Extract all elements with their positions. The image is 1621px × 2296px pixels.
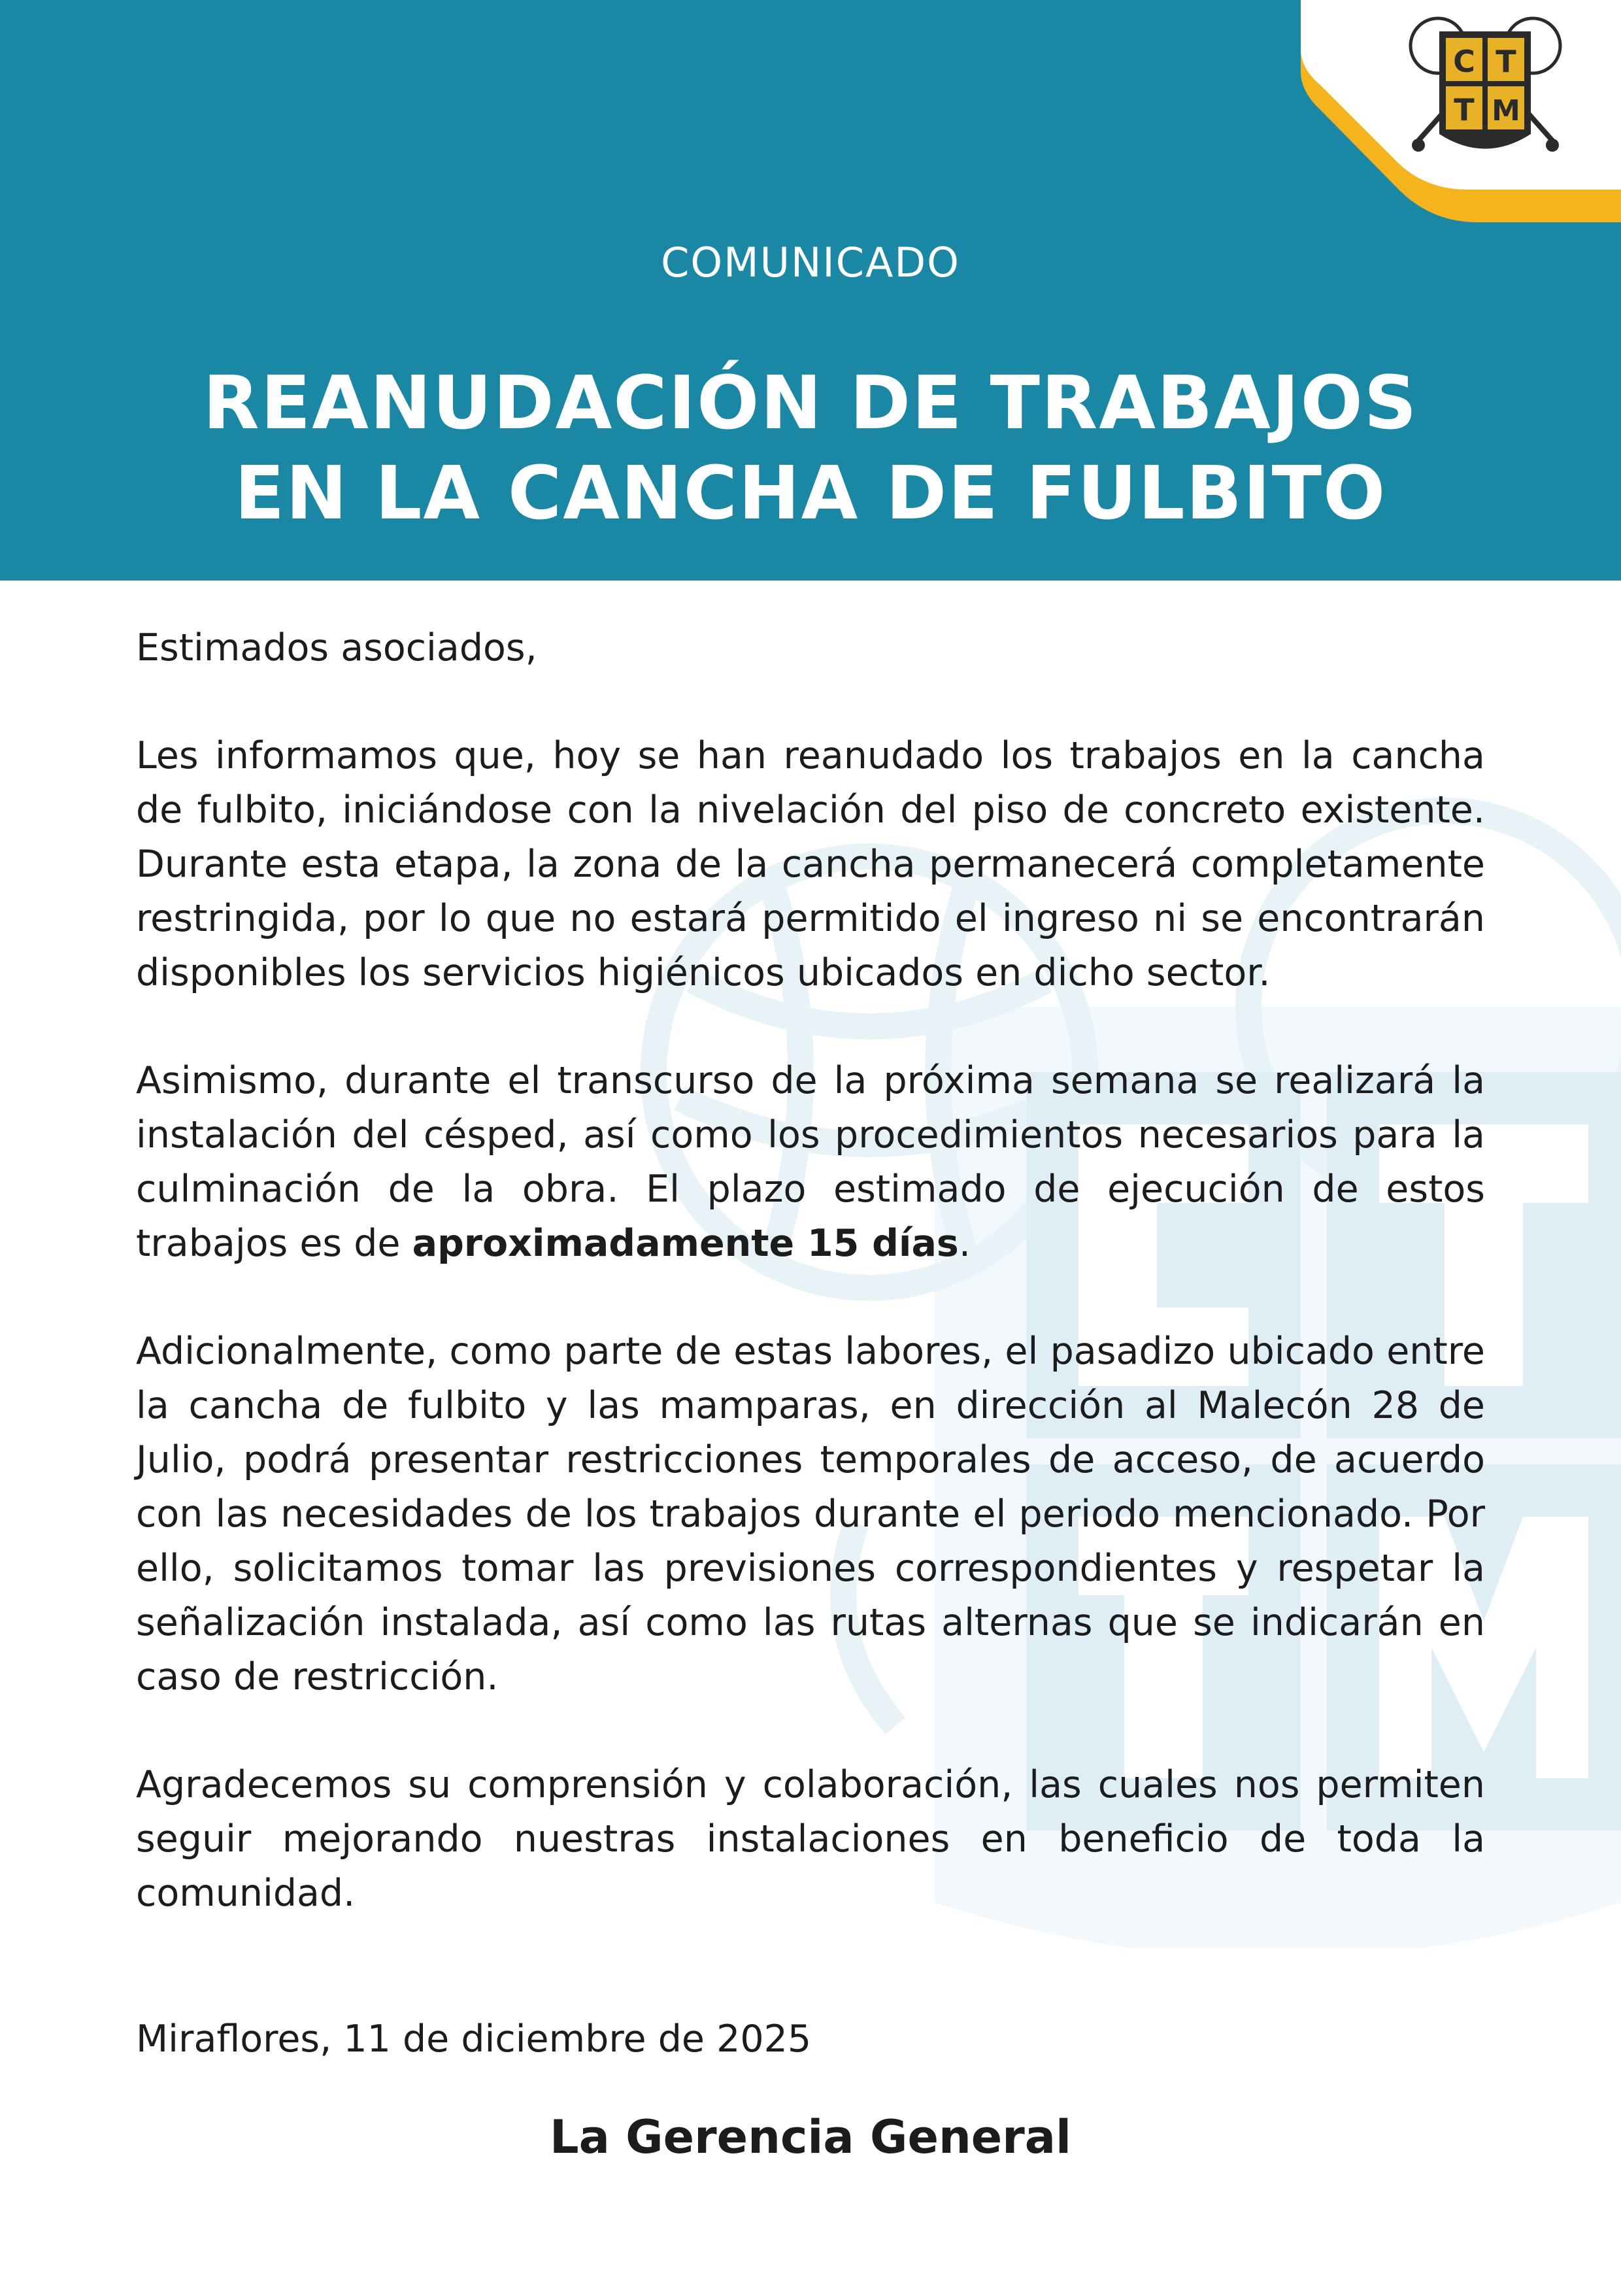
page-title	[0, 358, 1621, 539]
paragraph-2-highlight: aproximadamente 15 días	[412, 1222, 959, 1265]
paragraph-2-end: .	[958, 1222, 971, 1265]
title-line-1: REANUDACIÓN DE TRABAJOS	[203, 361, 1418, 446]
kicker-label: COMUNICADO	[661, 239, 960, 286]
signature: La Gerencia General	[549, 2110, 1072, 2164]
paragraph-4: Agradecemos su comprensión y colaboración, las cuales nos permiten seguir mejorando nuestras instalaciones en beneficio de toda la comunidad.	[136, 1763, 1485, 1915]
paragraph-1: Les informamos que, hoy se han reanudado los trabajos en la cancha de fulbito, iniciándose con la nivelación del piso de concreto existente. Durante esta etapa, la zona de la cancha permanecerá completamente restringida, por lo que no estará permitido el ingreso ni se encontrarán disponibles los servicios higiénicos ubicados en dicho sector.	[136, 734, 1485, 994]
logo-letter-c: C	[1453, 44, 1475, 79]
letter-body	[136, 621, 1485, 1974]
letter-date: Miraflores, 11 de diciembre de 2025	[136, 2017, 812, 2061]
greeting: Estimados asociados,	[136, 626, 537, 669]
logo-letter-t2: T	[1454, 92, 1475, 127]
logo-letter-m: M	[1492, 94, 1520, 127]
paragraph-3: Adicionalmente, como parte de estas labores, el pasadizo ubicado entre la cancha de fulbito y las mamparas, en dirección al Malecón 28 de Julio, podrá presentar restricciones temporales de acceso, de acuerdo con las necesidades de los trabajos durante el periodo mencionado. Por ello, solicitamos tomar las previsiones correspondientes y respetar la señalización instalada, así como las rutas alternas que se indicarán en caso de restricción.	[136, 1330, 1485, 1698]
paragraph-2-text: Asimismo, durante el transcurso de la próxima semana se realizará la instalación del césped, así como los procedimientos necesarios para la culminación de la obra. El plazo estimado de ejecución de estos trabajos es de	[136, 1059, 1485, 1265]
paragraph-2	[136, 1054, 1485, 1271]
logo-letter-t1: T	[1496, 44, 1516, 79]
title-line-2: EN LA CANCHA DE FULBITO	[234, 451, 1387, 536]
logo-tab	[1301, 0, 1621, 222]
